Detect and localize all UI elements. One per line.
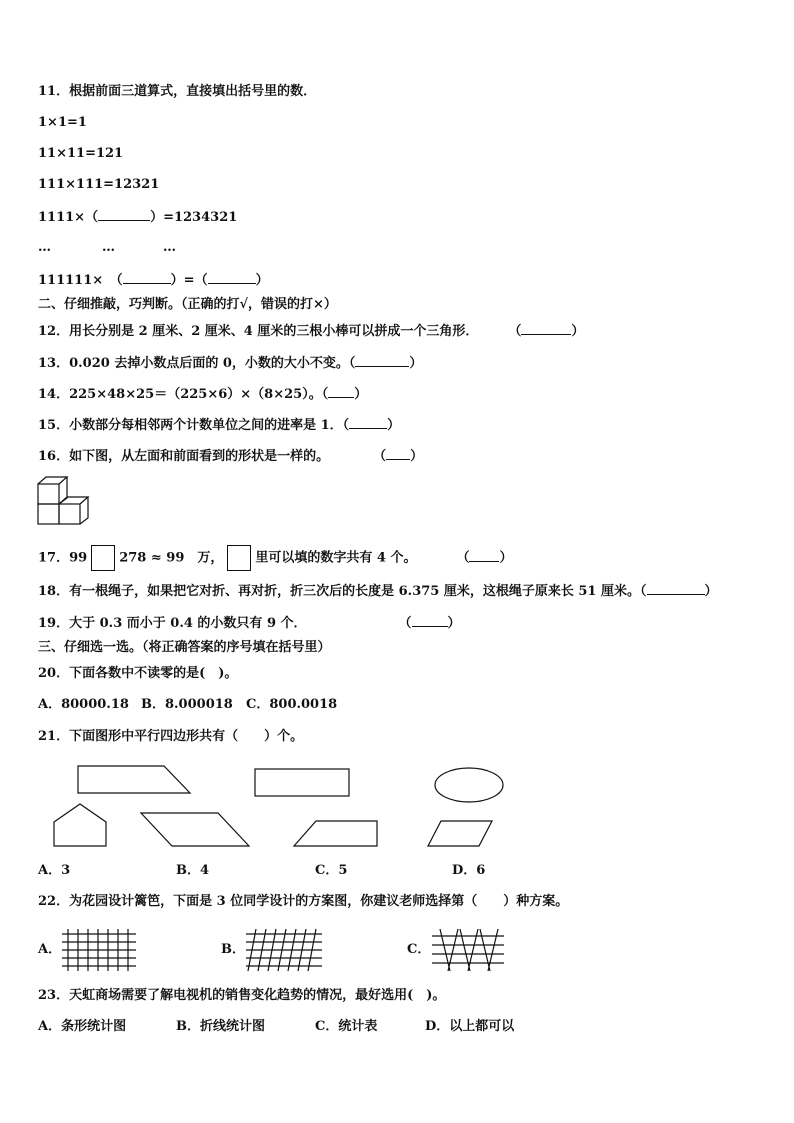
q23-option-b[interactable]: B．折线统计图 xyxy=(176,1019,265,1034)
q21-option-d[interactable]: D．6 xyxy=(452,863,486,878)
q16-open: （ xyxy=(373,449,387,464)
q21-option-b[interactable]: B．4 xyxy=(176,863,210,878)
q11-eq3: 111×111=12321 xyxy=(38,177,160,192)
q18-text: 18．有一根绳子，如果把它对折、再对折，折三次后的长度是 6.375 厘米，这根绳子原来长 51 厘米。（ xyxy=(38,584,647,599)
q14-close: ） xyxy=(354,387,368,402)
q20-option-b[interactable]: B．8.000018 xyxy=(141,697,233,712)
cube-face xyxy=(59,504,80,524)
answer-blank[interactable] xyxy=(349,416,387,429)
q11-eq6-post: ） xyxy=(255,273,269,288)
q23-option-d[interactable]: D．以上都可以 xyxy=(425,1019,515,1034)
digit-box[interactable] xyxy=(91,545,115,571)
cube-top xyxy=(59,497,88,504)
q16 xyxy=(38,447,423,465)
q11-eq1: 1×1=1 xyxy=(38,115,87,130)
section-2-heading: 二、仔细推敲，巧判断。（正确的打√，错误的打×） xyxy=(38,297,337,312)
q20-text: 20．下面各数中不读零的是( )。 xyxy=(38,666,238,681)
q19-open: （ xyxy=(398,616,412,631)
q11-eq2: 11×11=121 xyxy=(38,146,124,161)
answer-blank[interactable] xyxy=(208,271,256,284)
q16-text: 16．如下图，从左面和前面看到的形状是一样的。 xyxy=(38,449,330,464)
q21-option-a[interactable]: A．3 xyxy=(38,863,71,878)
q16-close: ） xyxy=(410,449,424,464)
cube-stack-figure xyxy=(36,476,88,528)
q11-dots-1: … xyxy=(38,240,51,255)
answer-blank[interactable] xyxy=(412,614,448,627)
q11-eq4-pre: 1111×（ xyxy=(38,210,99,225)
q17-post: 里可以填的数字共有 4 个。 xyxy=(255,550,417,566)
q17-pre: 17．99 xyxy=(38,550,88,566)
answer-blank[interactable] xyxy=(647,582,705,595)
rectangle-shape xyxy=(255,769,349,796)
q13 xyxy=(38,354,422,372)
section-3-heading: 三、仔细选一选。（将正确答案的序号填在括号里） xyxy=(38,640,331,655)
ellipse-shape xyxy=(435,768,503,802)
q19-close: ） xyxy=(447,616,461,631)
q18-close: ） xyxy=(704,584,718,599)
q11-dots-2: … xyxy=(102,240,115,255)
q21-option-c[interactable]: C．5 xyxy=(315,863,348,878)
q13-close: ） xyxy=(409,356,423,371)
q15 xyxy=(38,416,400,434)
q11-eq6 xyxy=(38,271,269,289)
answer-blank[interactable] xyxy=(123,271,171,284)
q15-close: ） xyxy=(387,418,401,433)
q11-dots-3: … xyxy=(163,240,176,255)
q11-eq4-post: ）=1234321 xyxy=(150,210,238,225)
q18 xyxy=(38,582,718,600)
q17-open: （ xyxy=(456,550,470,566)
q11-eq6-mid: ）=（ xyxy=(170,273,208,288)
cube-face xyxy=(38,504,59,524)
fence-grid-c xyxy=(430,928,506,972)
q12-close: ） xyxy=(571,324,585,339)
q13-text: 13．0.020 去掉小数点后面的 0，小数的大小不变。（ xyxy=(38,356,356,371)
digit-box[interactable] xyxy=(227,545,251,571)
q14-text: 14．225×48×25＝（225×6）×（8×25）。（ xyxy=(38,387,329,402)
q23-option-a[interactable]: A．条形统计图 xyxy=(38,1019,127,1034)
trapezoid-shape xyxy=(294,821,377,846)
q22-option-c[interactable]: C． xyxy=(407,942,431,957)
fence-grid-a xyxy=(60,928,138,972)
right-trapezoid-shape xyxy=(78,766,190,793)
q20-option-c[interactable]: C．800.0018 xyxy=(246,697,338,712)
fence-grid-b xyxy=(244,928,324,972)
answer-blank[interactable] xyxy=(328,385,354,398)
answer-blank[interactable] xyxy=(386,447,410,460)
q19-text: 19．大于 0.3 而小于 0.4 的小数只有 9 个． xyxy=(38,616,307,631)
q22-option-a[interactable]: A． xyxy=(38,942,62,957)
q20-option-a[interactable]: A．80000.18 xyxy=(38,697,129,712)
q14 xyxy=(38,385,367,403)
q17 xyxy=(38,545,513,571)
pentagon-shape xyxy=(54,804,106,846)
cube-top xyxy=(38,477,67,484)
answer-blank[interactable] xyxy=(98,208,150,221)
q12-open: （ xyxy=(508,324,522,339)
q12 xyxy=(38,322,584,340)
q22-text: 22．为花园设计篱笆，下面是 3 位同学设计的方案图，你建议老师选择第（ ）种方案。 xyxy=(38,894,569,909)
q19 xyxy=(38,614,461,632)
q17-mid: 278 ≈ 99 万， xyxy=(119,550,224,566)
shapes-figure xyxy=(0,760,560,852)
q12-text: 12．用长分别是 2 厘米、2 厘米、4 厘米的三根小棒可以拼成一个三角形． xyxy=(38,324,479,339)
answer-blank[interactable] xyxy=(355,354,409,367)
q17-close: ） xyxy=(499,550,513,566)
parallelogram-shape xyxy=(141,813,249,846)
q11-title: 11．根据前面三道算式，直接填出括号里的数． xyxy=(38,84,317,99)
parallelogram-shape xyxy=(428,821,492,846)
q23-option-c[interactable]: C．统计表 xyxy=(315,1019,378,1034)
q22-option-b[interactable]: B． xyxy=(221,942,245,957)
q15-text: 15．小数部分每相邻两个计数单位之间的进率是 1．（ xyxy=(38,418,350,433)
answer-blank[interactable] xyxy=(469,549,499,562)
q11-eq6-pre: 111111× （ xyxy=(38,273,123,288)
cube-face xyxy=(38,484,59,504)
q23-text: 23．天虹商场需要了解电视机的销售变化趋势的情况，最好选用( )。 xyxy=(38,988,446,1003)
q21-text: 21．下面图形中平行四边形共有（ ）个。 xyxy=(38,729,304,744)
q11-eq4 xyxy=(38,208,237,226)
answer-blank[interactable] xyxy=(521,322,571,335)
